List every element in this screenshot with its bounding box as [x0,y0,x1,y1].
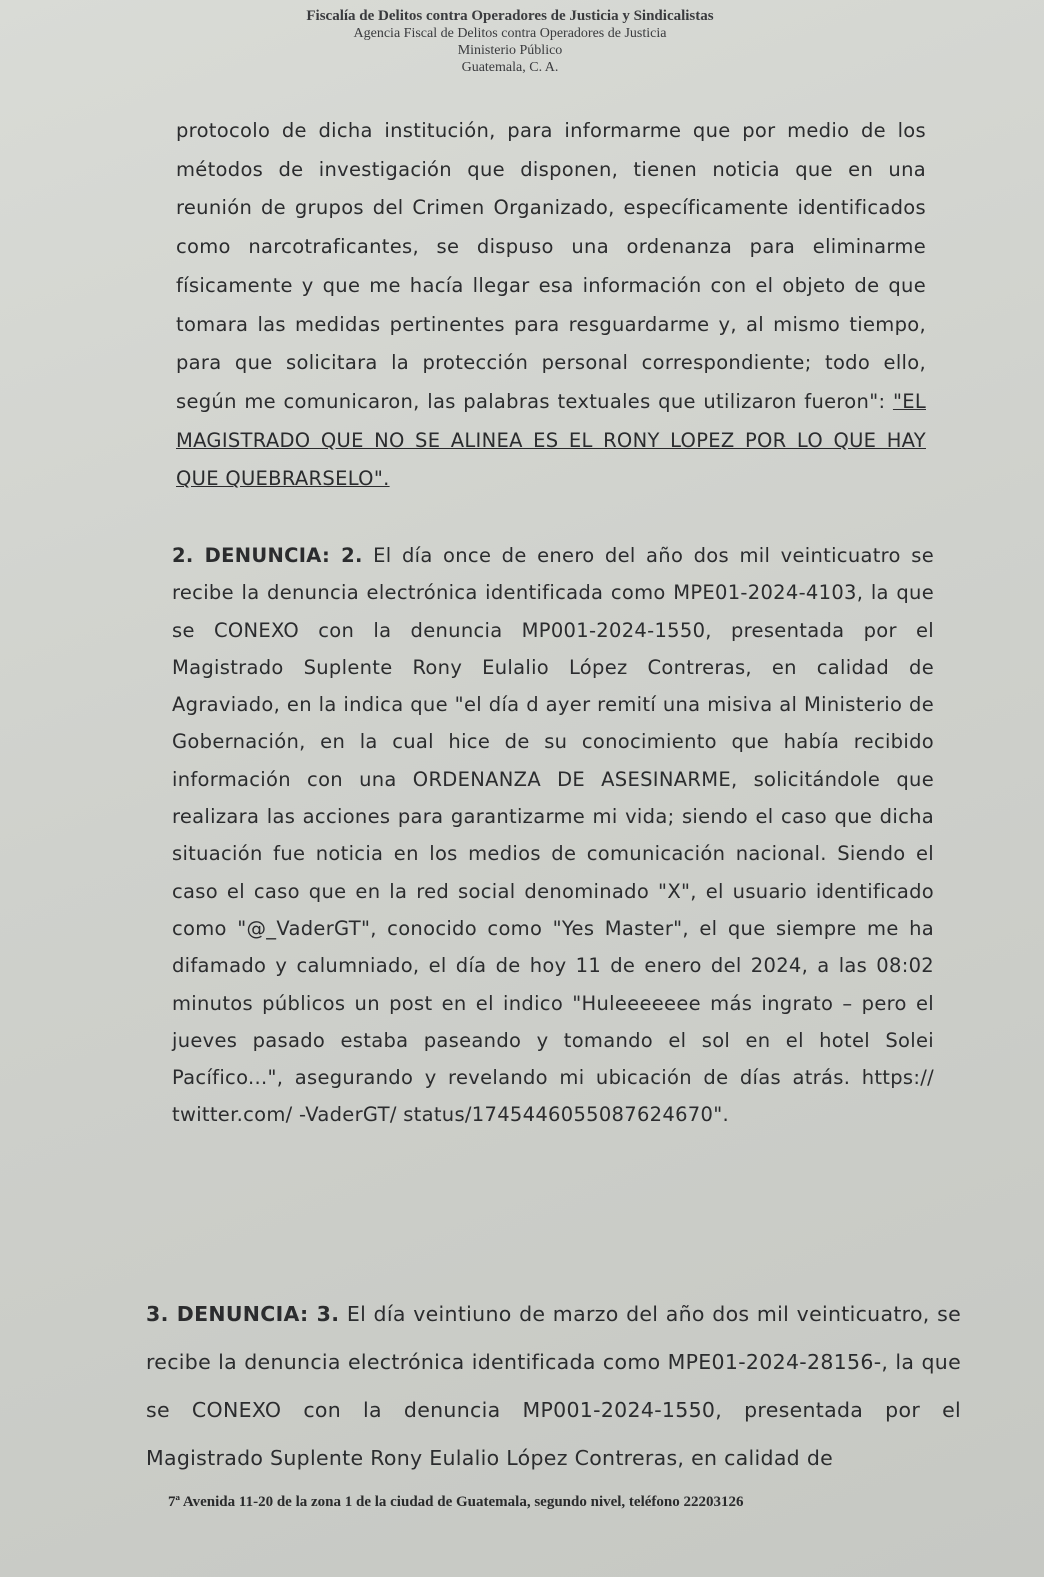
paragraph-1-quote: "EL MAGISTRADO QUE NO SE ALINEA ES EL RONY LOPEZ POR LO QUE HAY QUE QUEBRARSELO". [176,389,926,491]
footer-address: 7ª Avenida 11-20 de la zona 1 de la ciudad de Guatemala, segundo nivel, teléfono 22203126 [168,1494,744,1510]
paragraph-2-label: 2. DENUNCIA: 2. [172,544,363,567]
letterhead [230,8,790,76]
paragraph-3 [146,1290,961,1482]
letterhead-line-location: Guatemala, C. A. [461,60,559,75]
letterhead-line-fiscalia: Fiscalía de Delitos contra Operadores de Justicia y Sindicalistas [306,8,714,24]
letterhead-line-ministerio: Ministerio Público [457,43,563,58]
paragraph-2 [172,537,934,1134]
paragraph-2-text: El día once de enero del año dos mil veinticuatro se recibe la denuncia electrónica identificada como MPE01-2024-4103, la que se CONEXO con la denuncia MP001-2024-1550, presentada por el Magistrado Suplente Rony Eulalio López Contreras, en calidad de Agraviado, en la indica que "el día d ayer remití una misiva al Ministerio de Gobernación, en la cual hice de su conocimiento que había recibido información con una ORDENANZA DE ASESINARME, solicitándole que realizara las acciones para garantizarme mi vida; siendo el caso que dicha situación fue noticia en los medios de comunicación nacional. Siendo el caso el caso que en la red social denominado "X", el usuario identificado como "@_VaderGT", conocido como "Yes Master", el que siempre me ha difamado y calumniado, el día de hoy 11 de enero del 2024, a las 08:02 minutos públicos un post en el indico "Huleeeeeee más ingrato – pero el jueves pasado estaba paseando y tomando el sol en el hotel Solei Pacífico...", asegurando y revelando mi ubicación de días atrás. https:// twitter.com/ -VaderGT/ status/1745446055087624670". [172,544,934,1127]
paragraph-1 [176,112,926,499]
letterhead-line-agencia: Agencia Fiscal de Delitos contra Operadores de Justicia [353,26,667,41]
paragraph-3-text: El día veintiuno de marzo del año dos mil veinticuatro, se recibe la denuncia electrónica identificada como MPE01-2024-28156-, la que se CONEXO con la denuncia MP001-2024-1550, presentada por el Magistrado Suplente Rony Eulalio López Contreras, en calidad de [146,1302,961,1470]
paragraph-1-text: protocolo de dicha institución, para informarme que por medio de los métodos de investigación que disponen, tienen noticia que en una reunión de grupos del Crimen Organizado, específicamente identificados como narcotraficantes, se dispuso una ordenanza para eliminarme físicamente y que me hacía llegar esa información con el objeto de que tomara las medidas pertinentes para resguardarme y, al mismo tiempo, para que solicitara la protección personal correspondiente; todo ello, según me comunicaron, las palabras textuales que utilizaron fueron": [176,119,926,413]
paragraph-3-label: 3. DENUNCIA: 3. [146,1302,340,1326]
